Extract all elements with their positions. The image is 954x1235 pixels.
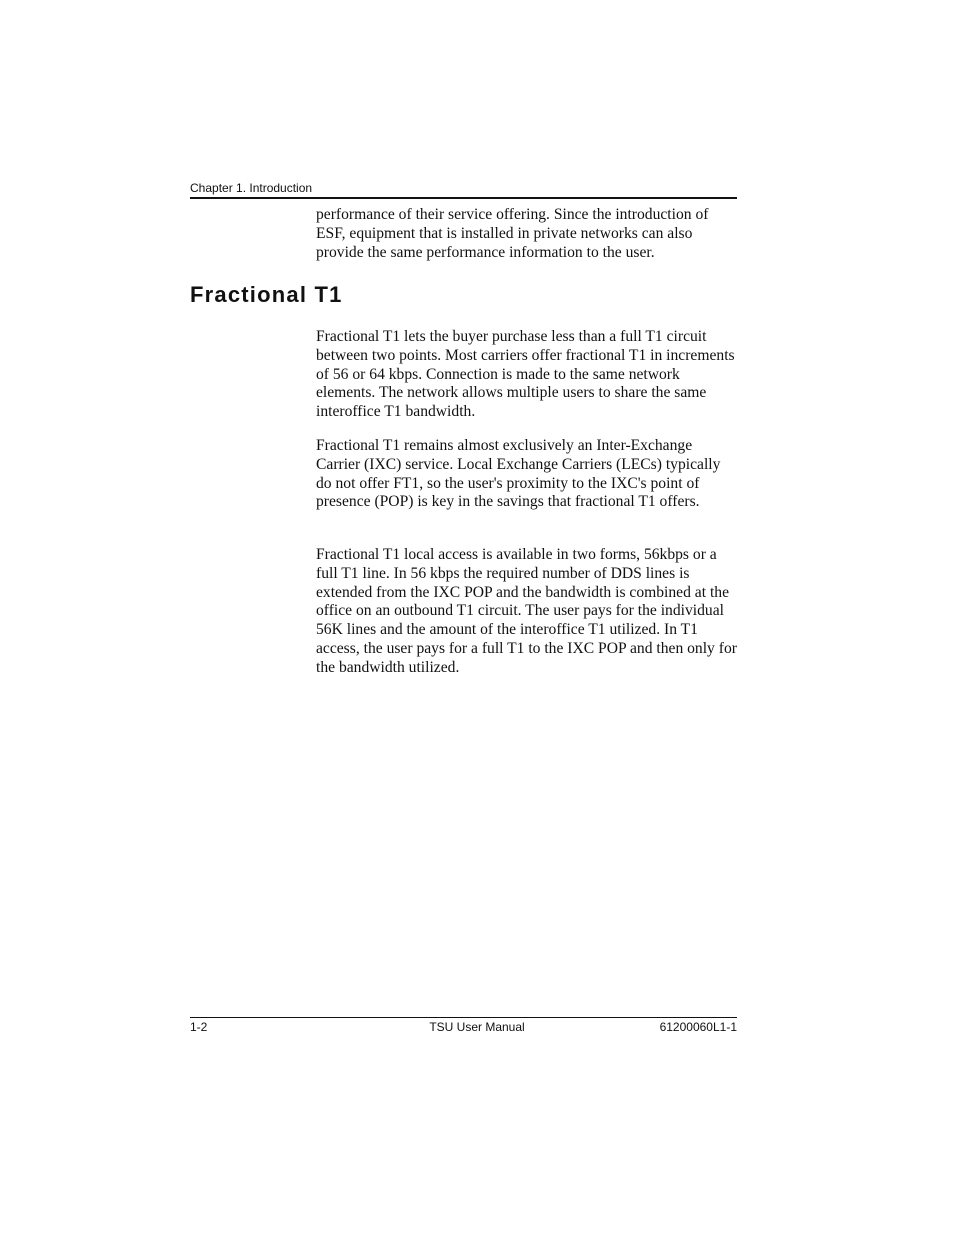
- section-heading: Fractional T1: [190, 282, 343, 307]
- manual-title: TSU User Manual: [429, 1020, 525, 1034]
- continued-paragraph: performance of their service offering. Since the introduction of ESF, equipment that is installed in private networks can also provide the same performance information to the user.: [316, 206, 709, 261]
- paragraph-3: Fractional T1 local access is available in two forms, 56kbps or a full T1 line. In 56 kbps the required number of DDS lines is extended from the IXC POP and the bandwidth is combined at the office on an outbound T1 circuit. The user pays for the individual 56K lines and the amount of the interoffice T1 utilized. In T1 access, the user pays for a full T1 to the IXC POP and then only for the bandwidth utilized.: [316, 546, 737, 676]
- running-header: Chapter 1. Introduction: [190, 181, 313, 195]
- footer-divider: [190, 1017, 737, 1018]
- document-number: 61200060L1-1: [659, 1020, 737, 1034]
- page-number: 1-2: [190, 1020, 208, 1034]
- header-divider: [190, 197, 737, 199]
- paragraph-2: Fractional T1 remains almost exclusively an Inter-Exchange Carrier (IXC) service. Local Exchange Carriers (LECs) typically do not offer FT1, so the user's proximity to the IXC's point of presence (POP) is key in the savings that fractional T1 offers.: [316, 437, 721, 511]
- paragraph-1: Fractional T1 lets the buyer purchase less than a full T1 circuit between two points. Most carriers offer fractional T1 in increments of 56 or 64 kbps. Connection is made to the same network elements. The network allows multiple users to share the same interoffice T1 bandwidth.: [316, 328, 735, 421]
